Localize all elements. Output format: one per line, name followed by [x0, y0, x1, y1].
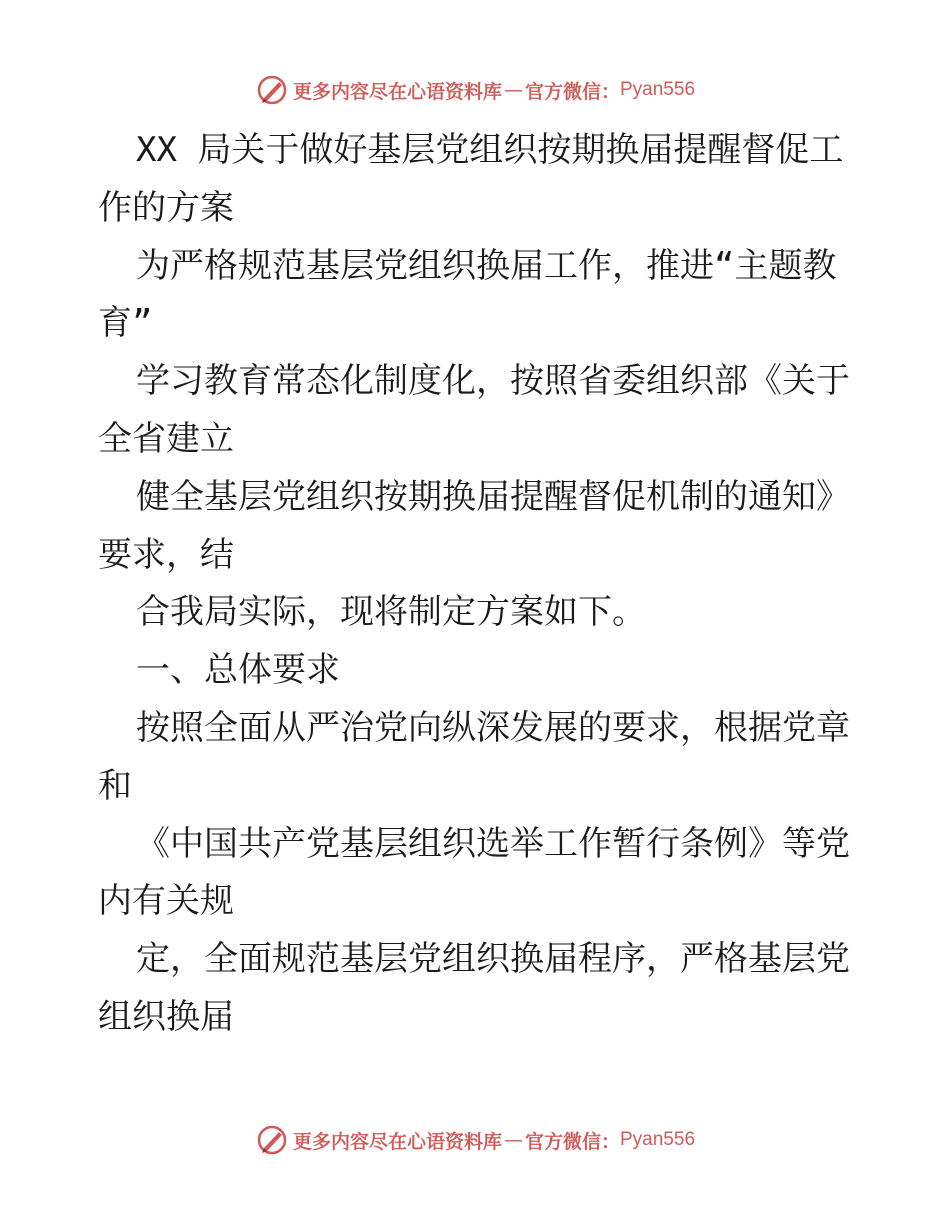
watermark-site: 更多内容尽在心语资料库 [292, 1130, 502, 1153]
pen-logo-icon [255, 73, 289, 107]
paragraph-line: 内有关规 [98, 881, 234, 922]
title-line-1: XX 局关于做好基层党组织按期换届提醒督促工 [136, 130, 844, 170]
document-body [98, 122, 858, 1047]
paragraph-line: 《中国共产党基层组织选举工作暂行条例》等党 [136, 823, 850, 864]
watermark-wechat-label: 官方微信： [524, 80, 620, 103]
paragraph-line: 为严格规范基层党组织换届工作，推进“主题教 [136, 245, 837, 286]
footer-watermark [0, 1120, 950, 1160]
watermark-wechat-id: Pyan556 [620, 1129, 696, 1150]
paragraph-line: 学习教育常态化制度化，按照省委组织部《关于 [136, 361, 850, 402]
paragraph-line: 和 [98, 765, 132, 806]
paragraph-line: 全省建立 [98, 418, 234, 459]
header-watermark [0, 70, 950, 110]
paragraph-line: 组织换届 [98, 996, 234, 1037]
paragraph-line: 定，全面规范基层党组织换届程序，严格基层党 [136, 939, 850, 980]
pen-logo-icon [255, 1123, 289, 1157]
watermark-dash: — [503, 1129, 523, 1151]
paragraph-line: 按照全面从严治党向纵深发展的要求，根据党章 [136, 707, 850, 748]
watermark-dash: — [503, 79, 523, 101]
watermark-site: 更多内容尽在心语资料库 [292, 80, 502, 103]
paragraph-line: 合我局实际，现将制定方案如下。 [136, 592, 646, 633]
paragraph-line: 健全基层党组织按期换届提醒督促机制的通知》 [136, 476, 850, 517]
watermark-wechat-label: 官方微信： [524, 1130, 620, 1153]
paragraph-line: 育” [98, 303, 153, 344]
paragraph-line: 要求，结 [98, 534, 234, 575]
watermark-wechat-id: Pyan556 [620, 79, 696, 100]
section-heading: 一、总体要求 [136, 650, 340, 691]
title-line-2: 作的方案 [98, 187, 234, 228]
